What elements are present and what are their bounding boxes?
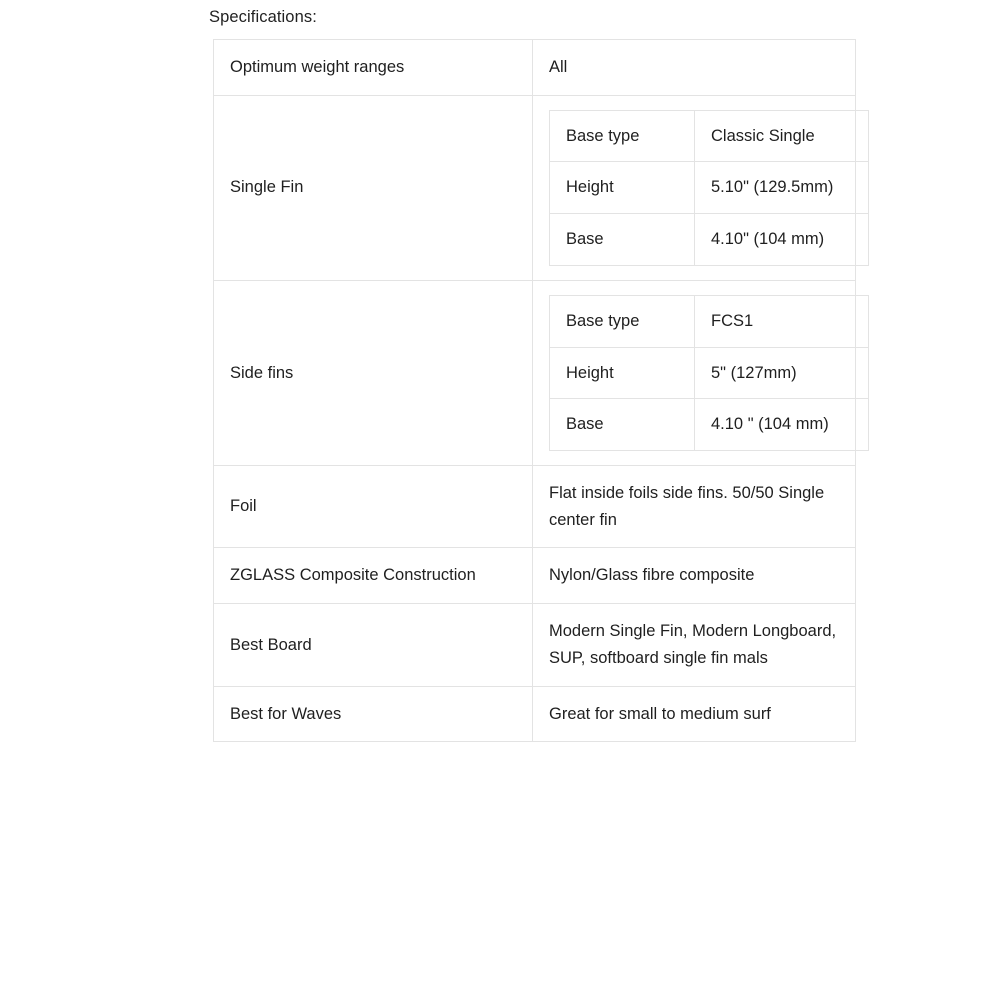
nested-value: FCS1 [695,295,869,347]
nested-label: Base type [550,295,695,347]
nested-label: Height [550,162,695,214]
row-label: ZGLASS Composite Construction [214,548,533,604]
nested-row [550,295,869,347]
nested-row [550,110,869,162]
nested-row [550,214,869,266]
nested-value: Classic Single [695,110,869,162]
table-row [214,548,856,604]
row-label: Foil [214,466,533,548]
row-value: Nylon/Glass fibre composite [533,548,856,604]
nested-label: Base type [550,110,695,162]
row-nested-value [533,280,856,465]
row-value: Flat inside foils side fins. 50/50 Single center fin [533,466,856,548]
nested-value: 5.10" (129.5mm) [695,162,869,214]
table-row [214,95,856,280]
nested-table [549,295,869,451]
row-value: Modern Single Fin, Modern Longboard, SUP, softboard single fin mals [533,604,856,686]
table-row [214,604,856,686]
nested-label: Base [550,214,695,266]
nested-row [550,162,869,214]
nested-value: 4.10 " (104 mm) [695,399,869,451]
page-title: Specifications: [209,8,317,26]
row-value: All [533,40,856,96]
row-label: Best Board [214,604,533,686]
nested-label: Base [550,399,695,451]
row-nested-value [533,95,856,280]
nested-row [550,347,869,399]
nested-value: 5" (127mm) [695,347,869,399]
specifications-table [213,39,856,742]
nested-value: 4.10" (104 mm) [695,214,869,266]
nested-table [549,110,869,266]
table-row [214,40,856,96]
row-label: Side fins [214,280,533,465]
table-row [214,280,856,465]
table-row [214,686,856,742]
nested-label: Height [550,347,695,399]
row-label: Optimum weight ranges [214,40,533,96]
table-row [214,466,856,548]
row-value: Great for small to medium surf [533,686,856,742]
row-label: Best for Waves [214,686,533,742]
row-label: Single Fin [214,95,533,280]
nested-row [550,399,869,451]
